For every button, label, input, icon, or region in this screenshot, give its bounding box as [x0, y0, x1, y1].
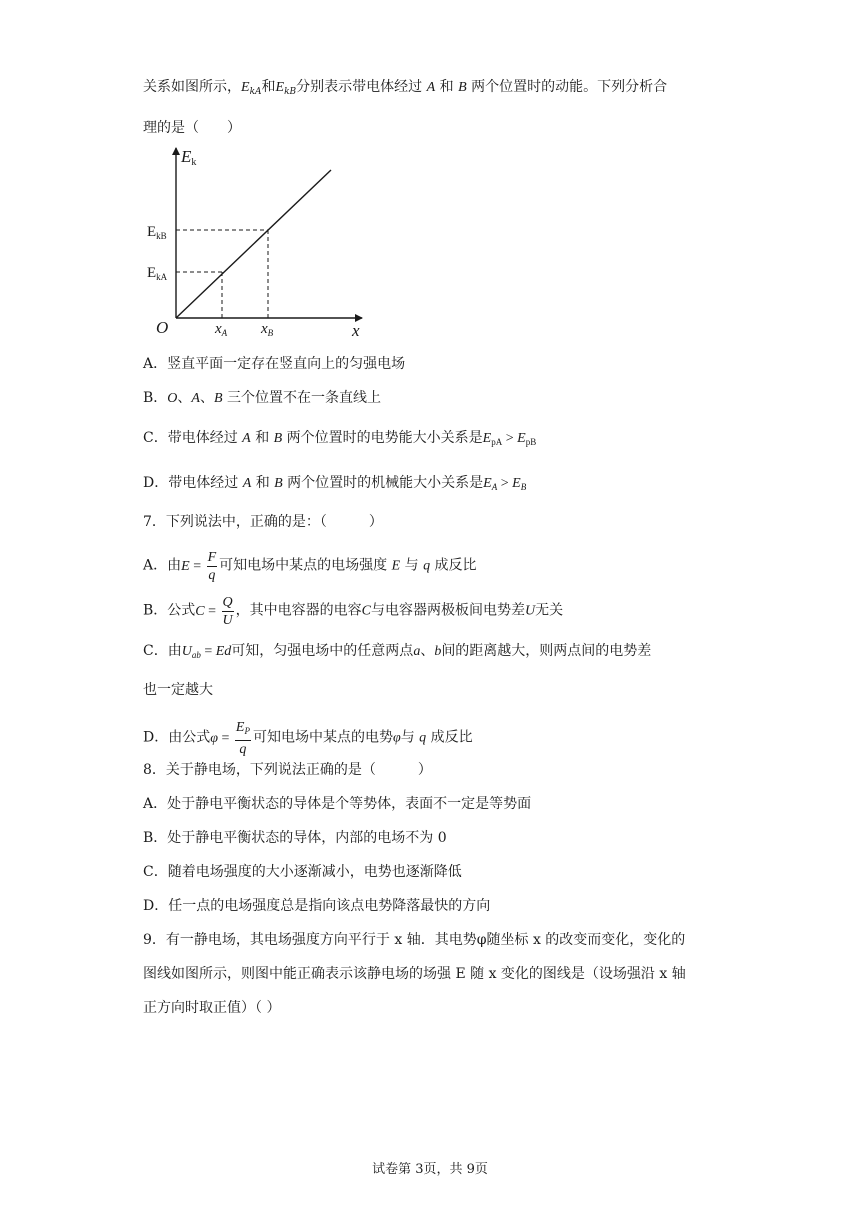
subscript: A: [491, 482, 498, 492]
symbol-B: B: [273, 431, 283, 446]
denominator: U: [222, 613, 233, 628]
option-label: B．公式: [143, 602, 196, 619]
q8-option-b: B．处于静电平衡状态的导体，内部的电场不为 0: [143, 830, 447, 846]
symbol-q: q: [423, 558, 431, 574]
ekA-label: $E_{kA}$: [147, 265, 168, 282]
ek-line: [176, 170, 331, 318]
formula: [182, 644, 232, 659]
q8-option-a: A．处于静电平衡状态的导体是个等势体，表面不一定是等势面: [143, 796, 532, 812]
formula: [210, 720, 253, 757]
text: 可知电场中某点的电势: [252, 729, 393, 746]
symbol-B: B: [458, 80, 467, 95]
fraction: [222, 594, 234, 629]
text: 和: [255, 475, 270, 491]
symbol: φ: [210, 730, 218, 746]
option-label: D．带电体经过: [143, 475, 239, 491]
symbol-ekA: E: [241, 80, 250, 95]
text: 关系如图所示，: [143, 79, 241, 95]
ekB-label: $E_{kB}$: [147, 224, 167, 241]
symbol: E: [517, 431, 526, 446]
q8-option-c: C．随着电场强度的大小逐渐减小，电势也逐渐降低: [143, 864, 462, 880]
text: 间的距离越大，则两点间的电势差: [441, 643, 652, 659]
subscript: pA: [491, 437, 503, 447]
symbol-phi: φ: [392, 730, 401, 746]
q8-stem: 8．关于静电场，下列说法正确的是（ ）: [143, 762, 432, 778]
xA-label: $x_A$: [215, 321, 228, 338]
text: 三个位置不在一条直线上: [227, 390, 381, 406]
q6-option-a: A．竖直平面一定存在竖直向上的匀强电场: [143, 356, 406, 372]
q7-stem: 7．下列说法中，正确的是：（ ）: [143, 514, 383, 530]
text: 和: [439, 79, 454, 95]
text: 、: [199, 390, 214, 406]
denominator: q: [208, 568, 216, 583]
text: 可知电场中某点的电场强度: [219, 557, 388, 574]
subscript: kB: [284, 87, 297, 97]
symbol: E: [482, 431, 492, 446]
text: 分别表示带电体经过: [296, 79, 423, 95]
symbol-C: C: [361, 603, 372, 619]
text: 和: [255, 430, 270, 446]
q6-option-c: [143, 428, 536, 452]
text: 可知，匀强电场中的任意两点: [231, 643, 414, 659]
text: 、: [177, 390, 192, 406]
symbol-B: B: [274, 476, 283, 491]
option-label: B．: [143, 390, 168, 406]
symbol: E: [235, 720, 245, 735]
denominator: q: [239, 742, 247, 757]
symbol-B: B: [213, 391, 223, 406]
inequality: [483, 431, 537, 446]
q9-stem-line-1: 9．有一静电场，其电场强度方向平行于 x 轴．其电势φ随坐标 x 的改变而变化，变化的: [143, 932, 686, 948]
subscript: B: [520, 482, 527, 492]
symbol-A: A: [426, 80, 436, 95]
operator: >: [497, 476, 513, 491]
question-6-stem-line-1: [143, 77, 667, 102]
q7-option-c: [143, 641, 651, 665]
text: 两个位置时的机械能大小关系是: [287, 475, 484, 491]
numerator: [235, 719, 251, 741]
symbol-A: A: [191, 391, 200, 406]
formula: [195, 595, 235, 628]
symbol-ekB: E: [275, 80, 285, 95]
symbol: E: [512, 476, 521, 491]
origin-label: O: [156, 318, 169, 337]
subscript: P: [244, 726, 250, 736]
operator: =: [189, 558, 205, 574]
text: ，其中电容器的电容: [235, 602, 362, 619]
formula: [181, 550, 219, 583]
symbol-a: a: [413, 644, 421, 659]
subscript: pB: [525, 437, 537, 447]
text: 成反比: [434, 557, 477, 574]
axis-y-label: Ek: [181, 147, 197, 168]
q7-option-b: [143, 594, 563, 629]
page-footer: 试卷第 3页，共 9页: [372, 1162, 488, 1177]
axis-x-label: x: [352, 321, 360, 340]
symbol: U: [181, 644, 192, 659]
q7-option-c-line-2: 也一定越大: [143, 682, 213, 698]
symbol-b: b: [434, 644, 442, 659]
q9-stem-line-2: 图线如图所示，则图中能正确表示该静电场的场强 E 随 x 变化的图线是（设场强沿 x 轴: [143, 966, 686, 982]
fraction: [235, 719, 251, 758]
symbol-A: A: [242, 476, 252, 491]
text: 成反比: [430, 729, 473, 746]
text: 与: [400, 729, 415, 746]
symbol-E: E: [391, 558, 401, 574]
symbol: E: [483, 476, 492, 491]
symbol: Ed: [215, 644, 232, 659]
operator: =: [217, 730, 233, 746]
q7-option-d: [143, 719, 473, 758]
operator: =: [200, 644, 216, 659]
subscript: kA: [249, 87, 262, 97]
q6-option-d: [143, 473, 526, 497]
text: 与电容器两极板间电势差: [371, 602, 526, 619]
numerator: Q: [222, 595, 233, 610]
symbol: E: [181, 558, 190, 574]
option-label: D．由公式: [143, 729, 211, 746]
symbol-A: A: [242, 431, 251, 446]
text: 两个位置时的动能。下列分析合: [471, 79, 668, 95]
text: 与: [404, 557, 419, 574]
inequality: [483, 476, 526, 491]
question-6-stem-line-2: 理的是（ ）: [143, 120, 241, 136]
q6-option-b: [143, 388, 381, 409]
q9-stem-line-3: 正方向时取正值）（ ）: [143, 1000, 281, 1016]
text: 和: [261, 79, 276, 95]
text: 两个位置时的电势能大小关系是: [286, 430, 483, 446]
option-label: C．带电体经过: [143, 430, 238, 446]
xB-label: $x_B$: [261, 321, 274, 338]
symbol-q: q: [419, 730, 427, 746]
operator: =: [204, 603, 220, 619]
symbol-O: O: [167, 391, 178, 406]
q8-option-d: D．任一点的电场强度总是指向该点电势降落最快的方向: [143, 898, 491, 914]
subscript: ab: [191, 650, 201, 660]
ek-x-graph: [140, 140, 380, 345]
option-label: A．由: [143, 557, 182, 574]
fraction: [207, 549, 218, 584]
text: 、: [420, 643, 435, 659]
option-label: C．由: [143, 643, 182, 659]
symbol: C: [195, 603, 205, 619]
operator: >: [502, 431, 518, 446]
symbol-U: U: [525, 603, 536, 619]
text: 无关: [535, 602, 564, 619]
q7-option-a: [143, 549, 477, 584]
numerator: F: [207, 550, 217, 565]
